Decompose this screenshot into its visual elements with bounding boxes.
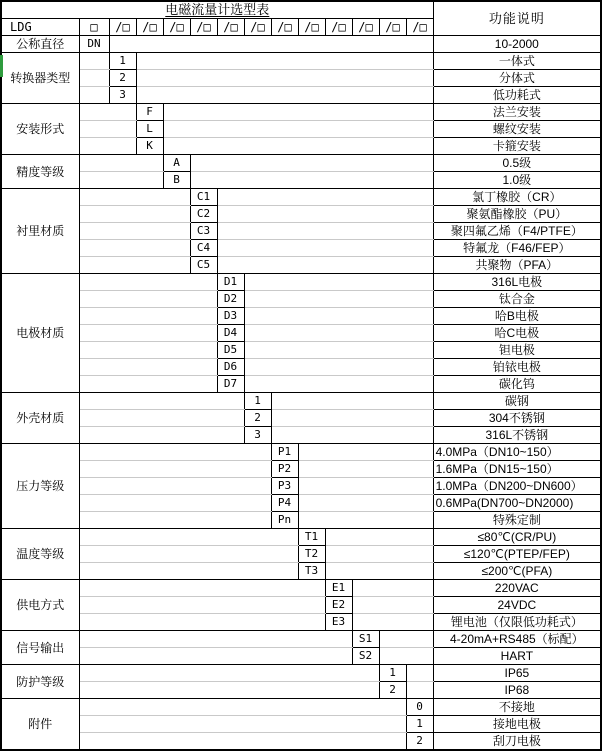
spacer-cell xyxy=(325,563,433,580)
spacer-cell xyxy=(79,308,217,325)
option-desc: 分体式 xyxy=(433,70,601,87)
option-code: P1 xyxy=(271,444,298,461)
spacer-cell xyxy=(79,631,352,648)
option-row xyxy=(1,155,601,172)
spacer-cell xyxy=(79,461,271,478)
option-desc: 刮刀电极 xyxy=(433,733,601,751)
option-code: C5 xyxy=(190,257,217,274)
edge-artifact-mark xyxy=(0,55,3,77)
option-row xyxy=(1,733,601,751)
spacer-cell xyxy=(379,631,433,648)
option-desc: 不接地 xyxy=(433,699,601,716)
option-desc: 碳钢 xyxy=(433,393,601,410)
model-slot-box: /□ xyxy=(379,19,406,36)
option-desc: ≤80℃(CR/PU) xyxy=(433,529,601,546)
spacer-cell xyxy=(379,648,433,665)
spacer-cell xyxy=(109,36,433,53)
option-code: E2 xyxy=(325,597,352,614)
spacer-cell xyxy=(79,393,244,410)
group-label: 安装形式 xyxy=(1,104,79,155)
spacer-cell xyxy=(79,359,217,376)
option-row xyxy=(1,393,601,410)
option-row xyxy=(1,342,601,359)
spacer-cell xyxy=(79,580,325,597)
spacer-cell xyxy=(244,308,433,325)
option-desc: 4.0MPa（DN10~150） xyxy=(433,444,601,461)
spacer-cell xyxy=(79,240,190,257)
option-row xyxy=(1,172,601,189)
model-slot-box: /□ xyxy=(109,19,136,36)
option-code: D3 xyxy=(217,308,244,325)
option-desc: 接地电极 xyxy=(433,716,601,733)
option-desc: 锂电池（仅限低功耗式） xyxy=(433,614,601,631)
option-row xyxy=(1,495,601,512)
option-code: F xyxy=(136,104,163,121)
spacer-cell xyxy=(406,682,433,699)
group-label: 转换器类型 xyxy=(1,53,79,104)
option-desc: 220VAC xyxy=(433,580,601,597)
option-code: E1 xyxy=(325,580,352,597)
spacer-cell xyxy=(190,172,433,189)
model-slot-box: /□ xyxy=(163,19,190,36)
spacer-cell xyxy=(79,563,298,580)
option-desc: 316L不锈钢 xyxy=(433,427,601,444)
option-code: L xyxy=(136,121,163,138)
option-code: E3 xyxy=(325,614,352,631)
function-desc-header: 功能说明 xyxy=(433,1,601,36)
spacer-cell xyxy=(136,53,433,70)
spacer-cell xyxy=(79,529,298,546)
option-desc: 低功耗式 xyxy=(433,87,601,104)
option-desc: 1.0MPa（DN200~DN600） xyxy=(433,478,601,495)
option-code: Pn xyxy=(271,512,298,529)
option-code: K xyxy=(136,138,163,155)
spacer-cell xyxy=(217,206,433,223)
spacer-cell xyxy=(79,665,379,682)
spacer-cell xyxy=(163,104,433,121)
spacer-cell xyxy=(79,172,163,189)
group-label: 压力等级 xyxy=(1,444,79,529)
option-desc: IP65 xyxy=(433,665,601,682)
option-desc: 哈B电极 xyxy=(433,308,601,325)
option-row xyxy=(1,70,601,87)
option-row xyxy=(1,665,601,682)
option-row xyxy=(1,427,601,444)
option-row xyxy=(1,631,601,648)
option-desc: 316L电极 xyxy=(433,274,601,291)
option-code: D5 xyxy=(217,342,244,359)
option-code: 3 xyxy=(244,427,271,444)
spacer-cell xyxy=(325,546,433,563)
model-slot-box: /□ xyxy=(217,19,244,36)
spacer-cell xyxy=(298,495,433,512)
option-row xyxy=(1,291,601,308)
spacer-cell xyxy=(79,512,271,529)
model-slot-box: /□ xyxy=(244,19,271,36)
option-code: C1 xyxy=(190,189,217,206)
model-slot-box: /□ xyxy=(352,19,379,36)
option-code: T3 xyxy=(298,563,325,580)
option-desc: 钛合金 xyxy=(433,291,601,308)
spacer-cell xyxy=(271,427,433,444)
option-row xyxy=(1,223,601,240)
option-row xyxy=(1,189,601,206)
option-desc: 哈C电极 xyxy=(433,325,601,342)
option-code: T2 xyxy=(298,546,325,563)
option-desc: 钽电极 xyxy=(433,342,601,359)
model-slot-box: /□ xyxy=(325,19,352,36)
option-row xyxy=(1,53,601,70)
option-code: P4 xyxy=(271,495,298,512)
spacer-cell xyxy=(217,240,433,257)
option-desc: 铂铱电极 xyxy=(433,359,601,376)
option-row xyxy=(1,257,601,274)
option-code: 2 xyxy=(379,682,406,699)
option-desc: 10-2000 xyxy=(433,36,601,53)
option-desc: 24VDC xyxy=(433,597,601,614)
model-first-box: □ xyxy=(79,19,109,36)
spacer-cell xyxy=(79,614,325,631)
table-title-text: 电磁流量计选型表 xyxy=(165,2,270,17)
spacer-cell xyxy=(79,189,190,206)
spacer-cell xyxy=(79,342,217,359)
option-row xyxy=(1,206,601,223)
option-row xyxy=(1,274,601,291)
spacer-cell xyxy=(190,155,433,172)
spacer-cell xyxy=(244,325,433,342)
spacer-cell xyxy=(79,257,190,274)
group-label: 附件 xyxy=(1,699,79,751)
spacer-cell xyxy=(79,427,244,444)
option-desc: 特氟龙（F46/FEP） xyxy=(433,240,601,257)
title-row xyxy=(1,1,601,19)
option-row xyxy=(1,699,601,716)
spacer-cell xyxy=(136,87,433,104)
option-row xyxy=(1,682,601,699)
spacer-cell xyxy=(325,529,433,546)
option-row xyxy=(1,104,601,121)
option-desc: 氯丁橡胶（CR） xyxy=(433,189,601,206)
spacer-cell xyxy=(244,359,433,376)
spacer-cell xyxy=(79,291,217,308)
option-desc: 4-20mA+RS485（标配） xyxy=(433,631,601,648)
option-code: P3 xyxy=(271,478,298,495)
option-row xyxy=(1,376,601,393)
spacer-cell xyxy=(79,53,109,70)
option-desc: 1.6MPa（DN15~150） xyxy=(433,461,601,478)
option-code: 0 xyxy=(406,699,433,716)
option-desc: 螺纹安装 xyxy=(433,121,601,138)
spacer-cell xyxy=(352,614,433,631)
option-row xyxy=(1,529,601,546)
spacer-cell xyxy=(298,461,433,478)
spacer-cell xyxy=(244,376,433,393)
spacer-cell xyxy=(79,325,217,342)
group-label: 衬里材质 xyxy=(1,189,79,274)
spacer-cell xyxy=(79,155,163,172)
option-code: 1 xyxy=(379,665,406,682)
group-label: 供电方式 xyxy=(1,580,79,631)
group-label: 信号输出 xyxy=(1,631,79,665)
option-row xyxy=(1,308,601,325)
table-title xyxy=(1,1,433,19)
option-row xyxy=(1,121,601,138)
spacer-cell xyxy=(79,699,406,716)
option-code: S1 xyxy=(352,631,379,648)
model-prefix: LDG xyxy=(1,19,79,36)
spacer-cell xyxy=(298,478,433,495)
model-slot-box: /□ xyxy=(406,19,433,36)
spacer-cell xyxy=(163,121,433,138)
spacer-cell xyxy=(352,597,433,614)
spacer-cell xyxy=(79,546,298,563)
option-desc: 卡箍安装 xyxy=(433,138,601,155)
spacer-cell xyxy=(217,189,433,206)
spacer-cell xyxy=(79,274,217,291)
option-code: P2 xyxy=(271,461,298,478)
option-code: T1 xyxy=(298,529,325,546)
spacer-cell xyxy=(79,444,271,461)
option-desc: ≤200℃(PFA) xyxy=(433,563,601,580)
spacer-cell xyxy=(271,393,433,410)
model-slot-box: /□ xyxy=(271,19,298,36)
option-code: B xyxy=(163,172,190,189)
option-row xyxy=(1,597,601,614)
spacer-cell xyxy=(79,138,136,155)
option-code: 3 xyxy=(109,87,136,104)
spacer-cell xyxy=(79,223,190,240)
group-label: 外壳材质 xyxy=(1,393,79,444)
option-desc: 特殊定制 xyxy=(433,512,601,529)
spacer-cell xyxy=(79,682,379,699)
model-slot-box: /□ xyxy=(190,19,217,36)
group-label: 电极材质 xyxy=(1,274,79,393)
option-code: 2 xyxy=(406,733,433,751)
spacer-cell xyxy=(244,291,433,308)
option-code: C4 xyxy=(190,240,217,257)
option-code: D4 xyxy=(217,325,244,342)
option-desc: 1.0级 xyxy=(433,172,601,189)
option-code: 1 xyxy=(109,53,136,70)
option-desc: 一体式 xyxy=(433,53,601,70)
selection-table-body xyxy=(1,1,601,750)
option-desc: ≤120℃(PTEP/FEP) xyxy=(433,546,601,563)
model-slot-box: /□ xyxy=(136,19,163,36)
spacer-cell xyxy=(79,495,271,512)
option-row xyxy=(1,512,601,529)
option-row xyxy=(1,138,601,155)
option-row xyxy=(1,444,601,461)
option-row xyxy=(1,478,601,495)
spacer-cell xyxy=(79,206,190,223)
model-slot-box: /□ xyxy=(298,19,325,36)
group-label: 温度等级 xyxy=(1,529,79,580)
option-desc: HART xyxy=(433,648,601,665)
spacer-cell xyxy=(136,70,433,87)
option-code: 1 xyxy=(406,716,433,733)
option-code: D7 xyxy=(217,376,244,393)
spacer-cell xyxy=(406,665,433,682)
option-desc: 聚氨酯橡胶（PU） xyxy=(433,206,601,223)
option-code: 1 xyxy=(244,393,271,410)
option-desc: 0.6MPa(DN700~DN2000) xyxy=(433,495,601,512)
spacer-cell xyxy=(79,121,136,138)
option-desc: 碳化钨 xyxy=(433,376,601,393)
option-row xyxy=(1,410,601,427)
option-desc: 法兰安装 xyxy=(433,104,601,121)
option-desc: 0.5级 xyxy=(433,155,601,172)
spacer-cell xyxy=(79,70,109,87)
spacer-cell xyxy=(79,478,271,495)
spacer-cell xyxy=(79,410,244,427)
option-row xyxy=(1,461,601,478)
option-code: 2 xyxy=(244,410,271,427)
option-desc: 304不锈钢 xyxy=(433,410,601,427)
spacer-cell xyxy=(298,444,433,461)
option-code: DN xyxy=(79,36,109,53)
option-row xyxy=(1,648,601,665)
spacer-cell xyxy=(217,223,433,240)
option-code: D2 xyxy=(217,291,244,308)
option-desc: 共聚物（PFA） xyxy=(433,257,601,274)
spacer-cell xyxy=(79,87,109,104)
option-code: D1 xyxy=(217,274,244,291)
option-row xyxy=(1,325,601,342)
spacer-cell xyxy=(79,376,217,393)
option-row xyxy=(1,546,601,563)
option-code: 2 xyxy=(109,70,136,87)
spacer-cell xyxy=(79,648,352,665)
option-row xyxy=(1,240,601,257)
spacer-cell xyxy=(79,597,325,614)
spacer-cell xyxy=(271,410,433,427)
spacer-cell xyxy=(163,138,433,155)
option-desc: IP68 xyxy=(433,682,601,699)
spacer-cell xyxy=(217,257,433,274)
option-row xyxy=(1,580,601,597)
spacer-cell xyxy=(79,716,406,733)
option-row xyxy=(1,87,601,104)
option-row xyxy=(1,359,601,376)
option-code: C3 xyxy=(190,223,217,240)
option-row xyxy=(1,614,601,631)
spacer-cell xyxy=(79,104,136,121)
spacer-cell xyxy=(244,274,433,291)
group-label: 精度等级 xyxy=(1,155,79,189)
option-row xyxy=(1,563,601,580)
option-row xyxy=(1,716,601,733)
option-code: S2 xyxy=(352,648,379,665)
spacer-cell xyxy=(352,580,433,597)
group-label: 公称直径 xyxy=(1,36,79,53)
spacer-cell xyxy=(298,512,433,529)
option-code: A xyxy=(163,155,190,172)
spacer-cell xyxy=(79,733,406,751)
option-code: C2 xyxy=(190,206,217,223)
option-desc: 聚四氟乙烯（F4/PTFE） xyxy=(433,223,601,240)
group-label: 防护等级 xyxy=(1,665,79,699)
option-code: D6 xyxy=(217,359,244,376)
spacer-cell xyxy=(244,342,433,359)
option-row xyxy=(1,36,601,53)
